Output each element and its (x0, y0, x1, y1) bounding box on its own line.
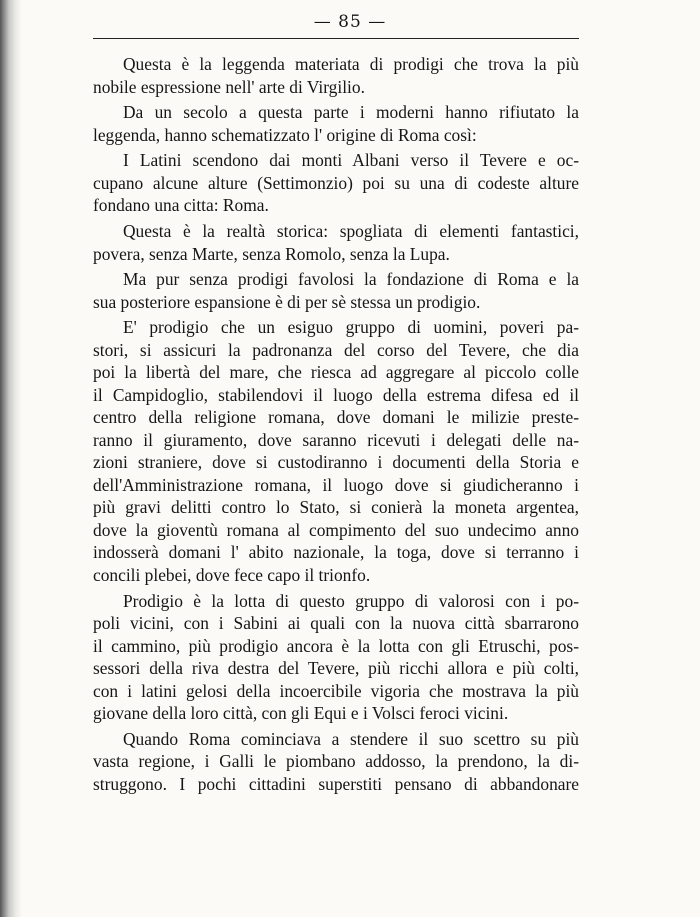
text-line: povera, senza Marte, senza Romolo, senza la Lupa. (93, 243, 450, 264)
text-line: Questa è la leggenda materiata di prodigi che trova la più (123, 54, 579, 74)
text-line: struggono. I pochi cittadini superstiti pensano di abbandonare (93, 773, 579, 794)
text-line: ranno il giuramento, dove saranno ricevuti i delegati delle na- (93, 429, 579, 450)
text-line: Ma pur senza prodigi favolosi la fondazione di Roma e la (123, 269, 579, 290)
header-rule (93, 38, 579, 39)
text-line: Da un secolo a questa parte i moderni hanno rifiutato la (123, 102, 579, 123)
page-number: — 85 — (313, 12, 387, 32)
text-line: il Campidoglio, stabilendovi il luogo della estrema difesa ed il (93, 384, 579, 405)
text-line: vasta regione, i Galli le piombano addosso, la prendono, la di- (93, 751, 579, 772)
paragraph (93, 268, 579, 313)
text-line: Questa è la realtà storica: spogliata di elementi fantastici, (123, 221, 579, 242)
text-line: dove la gioventù romana al compimento del suo undecimo anno (93, 519, 579, 540)
text-line: E' prodigio che un esiguo gruppo di uomini, poveri pa- (123, 317, 579, 338)
text-line: poi la libertà del mare, che riesca ad aggregare al piccolo colle (93, 362, 579, 383)
text-line: con i latini gelosi della incoercibile vigoria che mostrava la più (93, 680, 579, 701)
paragraph (93, 590, 579, 725)
paragraph (93, 101, 579, 146)
text-line: fondano una citta: Roma. (93, 195, 269, 216)
text-line: stori, si assicuri la padronanza del corso del Tevere, che dia (93, 339, 579, 360)
text-line: I Latini scendono dai monti Albani verso il Tevere e oc- (123, 150, 579, 171)
page-binding-edge (0, 0, 22, 917)
text-line: indosserà domani l' abito nazionale, la toga, dove si terranno i (93, 542, 579, 563)
text-line: centro della religione romana, dove domani le milizie preste- (93, 407, 579, 428)
text-line: concili plebei, dove fece capo il trionfo. (93, 564, 371, 585)
paragraph (93, 53, 579, 98)
text-line: Quando Roma cominciava a stendere il suo scettro su più (123, 728, 579, 749)
text-line: nobile espressione nell' arte di Virgilio. (93, 76, 365, 97)
body-text (93, 53, 579, 799)
text-line: sessori della riva destra del Tevere, più ricchi allora e più colti, (93, 658, 579, 679)
text-line: leggenda, hanno schematizzato l' origine di Roma così: (93, 124, 477, 145)
text-line: il cammino, più prodigio ancora è la lotta con gli Etruschi, pos- (93, 635, 579, 656)
text-line: cupano alcune alture (Settimonzio) poi su una di codeste alture (93, 172, 579, 193)
paragraph (93, 220, 579, 265)
text-line: Prodigio è la lotta di questo gruppo di valorosi con i po- (123, 590, 579, 611)
paragraph (93, 316, 579, 586)
paragraph (93, 149, 579, 217)
text-line: poli vicini, con i Sabini ai quali con la nuova città sbarrarono (93, 613, 579, 634)
text-line: zioni straniere, dove si custodiranno i documenti della Storia e (93, 452, 579, 473)
text-line: giovane della loro città, con gli Equi e i Volsci feroci vicini. (93, 703, 509, 724)
text-line: più gravi delitti contro lo Stato, si conierà la moneta argentea, (93, 497, 579, 518)
paragraph (93, 728, 579, 796)
text-line: sua posteriore espansione è di per sè stessa un prodigio. (93, 291, 481, 312)
text-line: dell'Amministrazione romana, il luogo dove si giudicheranno i (93, 474, 579, 495)
